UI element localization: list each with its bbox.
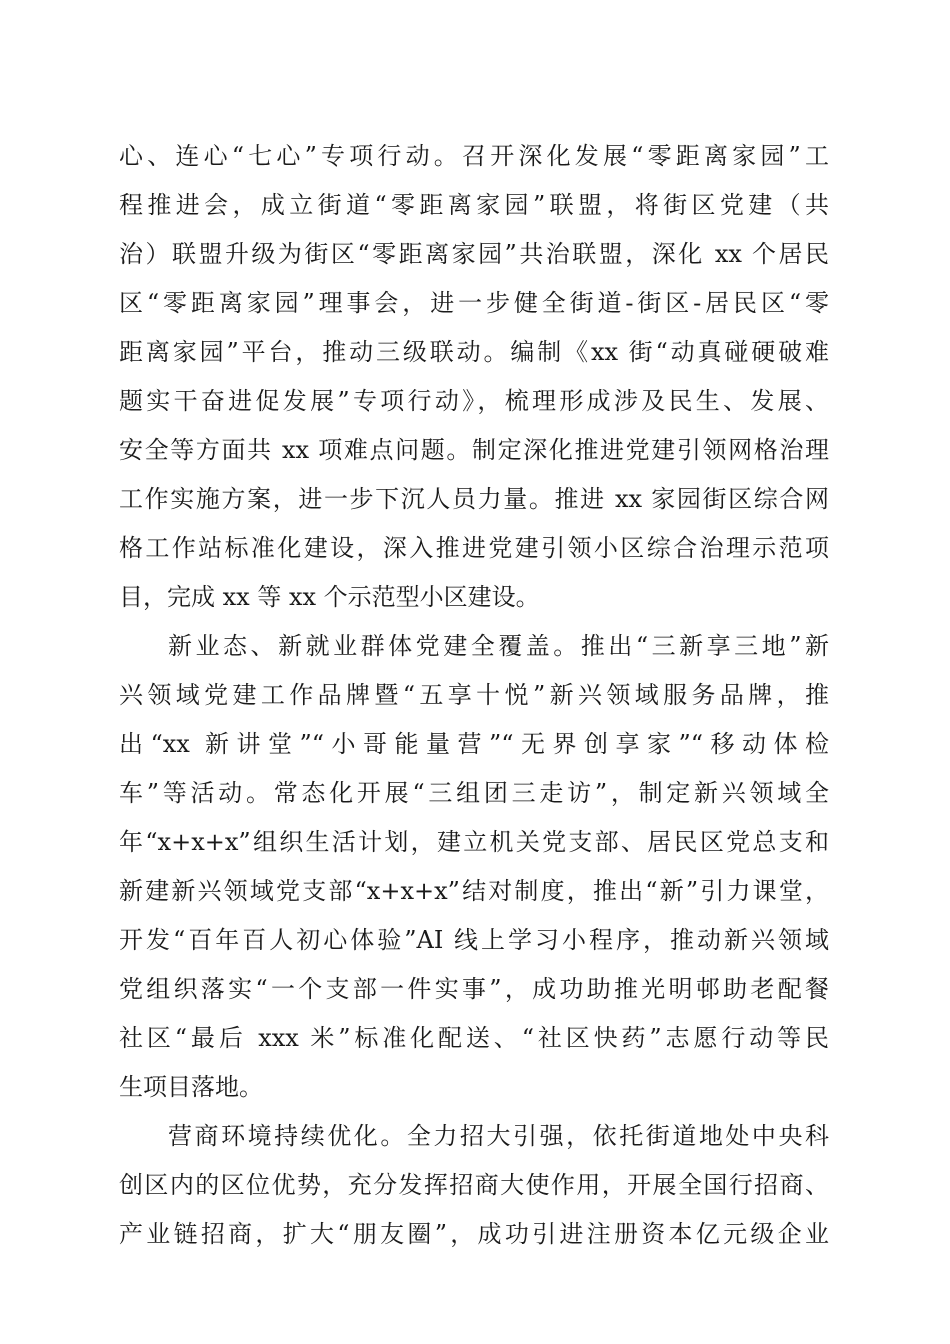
text-line: 新建新兴领域党支部“x+x+x”结对制度，推出“新”引力课堂， (119, 877, 829, 905)
text-line: 目，完成 xx 等 xx 个示范型小区建设。 (119, 583, 540, 611)
text-line: 党组织落实“一个支部一件实事”，成功助推光明邨助老配餐 (119, 975, 829, 1003)
text-line: 创区内的区位优势，充分发挥招商大使作用，开展全国行招商、 (119, 1171, 829, 1199)
text-line: 出“xx 新讲堂”“小哥能量营”“无界创享家”“移动体检 (119, 730, 829, 758)
paragraph-heading-line: 营商环境持续优化。全力招大引强，依托街道地处中央科 (168, 1122, 829, 1150)
text-line: 社区“最后 xxx 米”标准化配送、“社区快药”志愿行动等民 (119, 1024, 829, 1052)
text-line: 年“x+x+x”组织生活计划，建立机关党支部、居民区党总支和 (119, 828, 829, 856)
text-line: 格工作站标准化建设，深入推进党建引领小区综合治理示范项 (119, 534, 829, 562)
text-line: 题实干奋进促发展”专项行动》，梳理形成涉及民生、发展、 (119, 387, 829, 415)
text-line: 程推进会，成立街道“零距离家园”联盟，将街区党建（共 (119, 191, 829, 219)
text-line: 生项目落地。 (119, 1073, 263, 1101)
text-line: 距离家园”平台，推动三级联动。编制《xx 街“动真碰硬破难 (119, 338, 829, 366)
text-line: 区“零距离家园”理事会，进一步健全街道-街区-居民区“零 (119, 289, 829, 317)
text-line: 工作实施方案，进一步下沉人员力量。推进 xx 家园街区综合网 (119, 485, 829, 513)
paragraph-heading-line: 新业态、新就业群体党建全覆盖。推出“三新享三地”新 (168, 632, 829, 660)
text-line: 开发“百年百人初心体验”AI 线上学习小程序，推动新兴领域 (119, 926, 829, 954)
text-line: 产业链招商，扩大“朋友圈”，成功引进注册资本亿元级企业 (119, 1220, 829, 1248)
text-line: 安全等方面共 xx 项难点问题。制定深化推进党建引领网格治理 (119, 436, 829, 464)
text-line: 治）联盟升级为街区“零距离家园”共治联盟，深化 xx 个居民 (119, 240, 829, 268)
text-line: 心、连心“七心”专项行动。召开深化发展“零距离家园”工 (119, 142, 829, 170)
text-line: 车”等活动。常态化开展“三组团三走访”，制定新兴领域全 (119, 779, 829, 807)
text-line: 兴领域党建工作品牌暨“五享十悦”新兴领域服务品牌，推 (119, 681, 829, 709)
